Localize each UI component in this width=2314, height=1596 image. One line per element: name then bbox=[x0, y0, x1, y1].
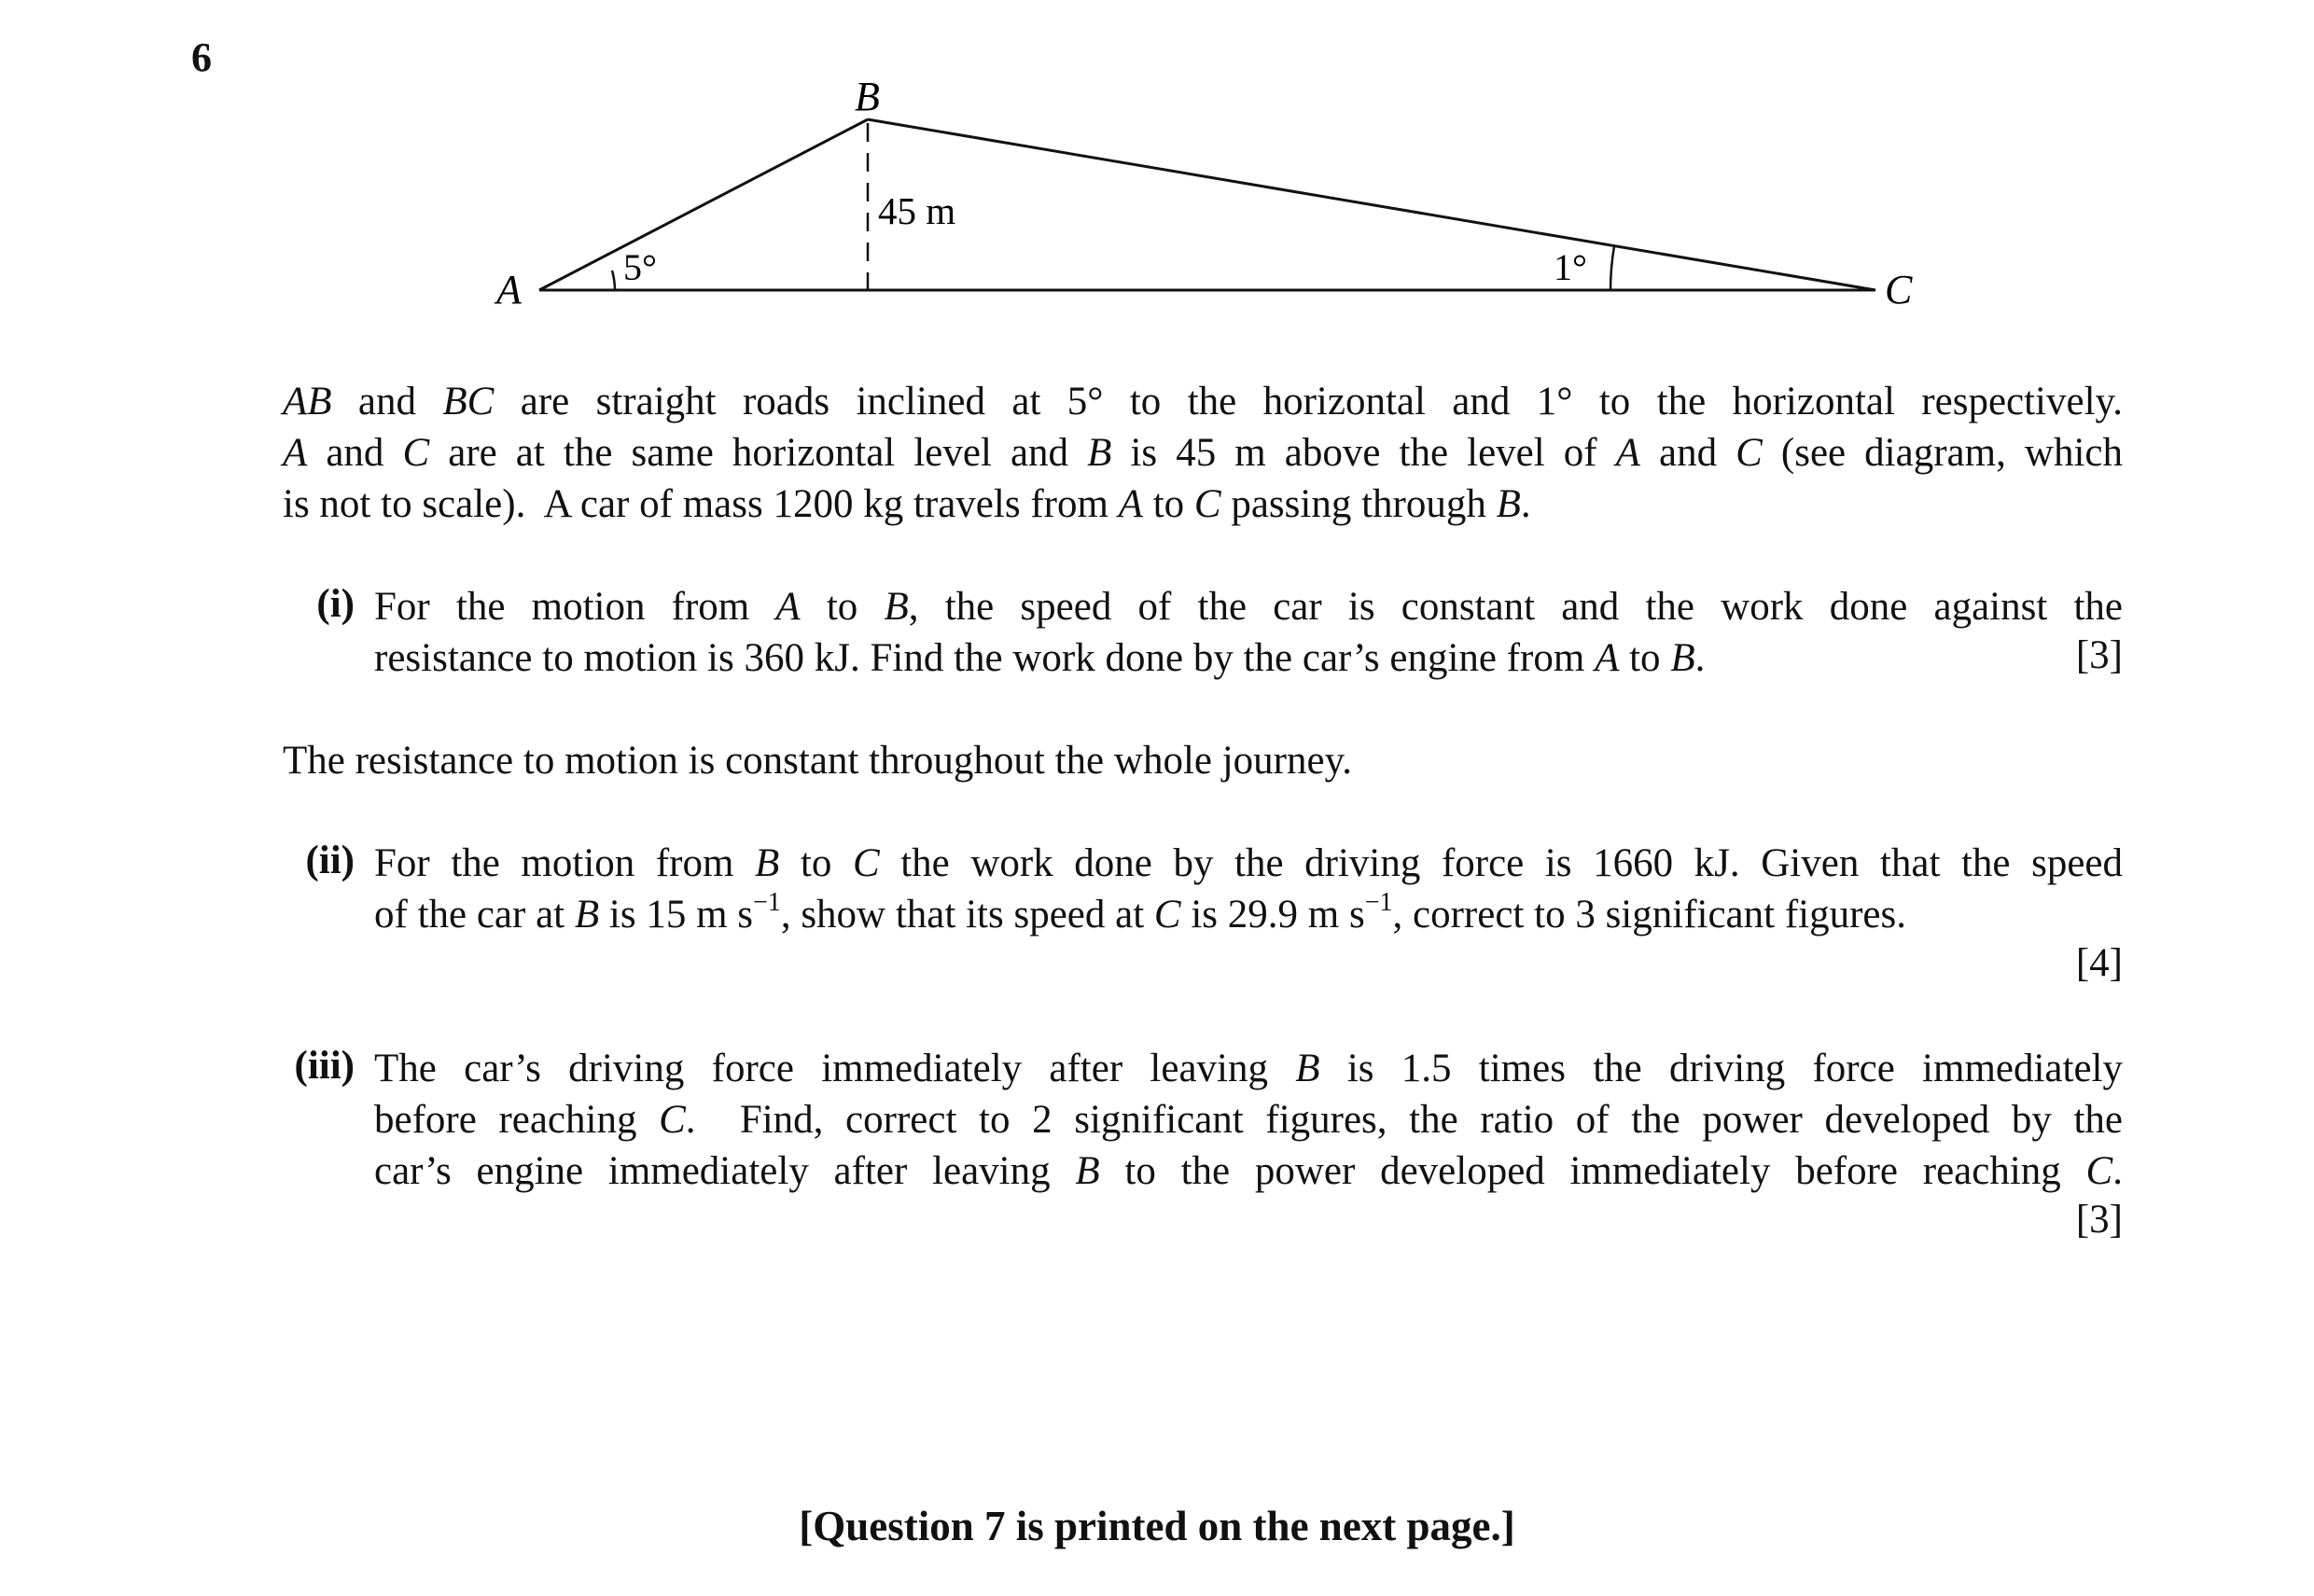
angle-arc-a bbox=[612, 271, 615, 290]
intro-line-3: is not to scale). A car of mass 1200 kg travels from A to C passing through B. bbox=[283, 482, 1531, 526]
part-ii-label: (ii) bbox=[305, 839, 355, 882]
part-ii-mark: [4] bbox=[2075, 941, 2123, 985]
label-a: A bbox=[496, 267, 522, 312]
part-iii-line-1: The car’s driving force immediately after leaving B is 1.5 times the driving force immediately bbox=[374, 1047, 2123, 1090]
triangle-diagram bbox=[0, 0, 2314, 373]
part-i-line-1: For the motion from A to B, the speed of the car is constant and the work done against the bbox=[374, 585, 2123, 629]
question-number: 6 bbox=[191, 35, 212, 80]
statement: The resistance to motion is constant throughout the whole journey. bbox=[283, 739, 1353, 783]
angle-label-c: 1° bbox=[1554, 246, 1587, 288]
footer-note: [Question 7 is printed on the next page.] bbox=[799, 1503, 1515, 1549]
label-c: C bbox=[1885, 267, 1913, 312]
part-ii-line-1: For the motion from B to C the work done by the driving force is 1660 kJ. Given that the speed bbox=[374, 841, 2123, 885]
angle-arc-c bbox=[1610, 246, 1614, 290]
part-iii-mark: [3] bbox=[2075, 1198, 2123, 1242]
part-i-line-2: resistance to motion is 360 kJ. Find the work done by the car’s engine from A to B. bbox=[374, 636, 1706, 680]
intro-line-2: A and C are at the same horizontal level and B is 45 m above the level of A and C (see diagram, which bbox=[283, 431, 2123, 475]
part-iii-line-2: before reaching C. Find, correct to 2 significant figures, the ratio of the power developed by the bbox=[374, 1098, 2123, 1142]
road-ab bbox=[539, 119, 868, 290]
height-label: 45 m bbox=[878, 189, 956, 232]
angle-label-a: 5° bbox=[623, 246, 657, 288]
road-bc bbox=[868, 119, 1875, 290]
label-b: B bbox=[855, 74, 880, 119]
intro-line-1: AB and BC are straight roads inclined at 5° to the horizontal and 1° to the horizontal respectively. bbox=[283, 380, 2123, 423]
part-iii-line-3: car’s engine immediately after leaving B to the power developed immediately before reaching C. bbox=[374, 1149, 2123, 1193]
part-i-label: (i) bbox=[316, 582, 355, 626]
part-iii-label: (iii) bbox=[294, 1044, 355, 1088]
part-i-mark: [3] bbox=[2075, 633, 2123, 677]
part-ii-line-2: of the car at B is 15 m $s^{-1}$, show that its speed at C is 29.9 m $s^{-1}$, correct to 3 significant figures. bbox=[374, 888, 1906, 937]
